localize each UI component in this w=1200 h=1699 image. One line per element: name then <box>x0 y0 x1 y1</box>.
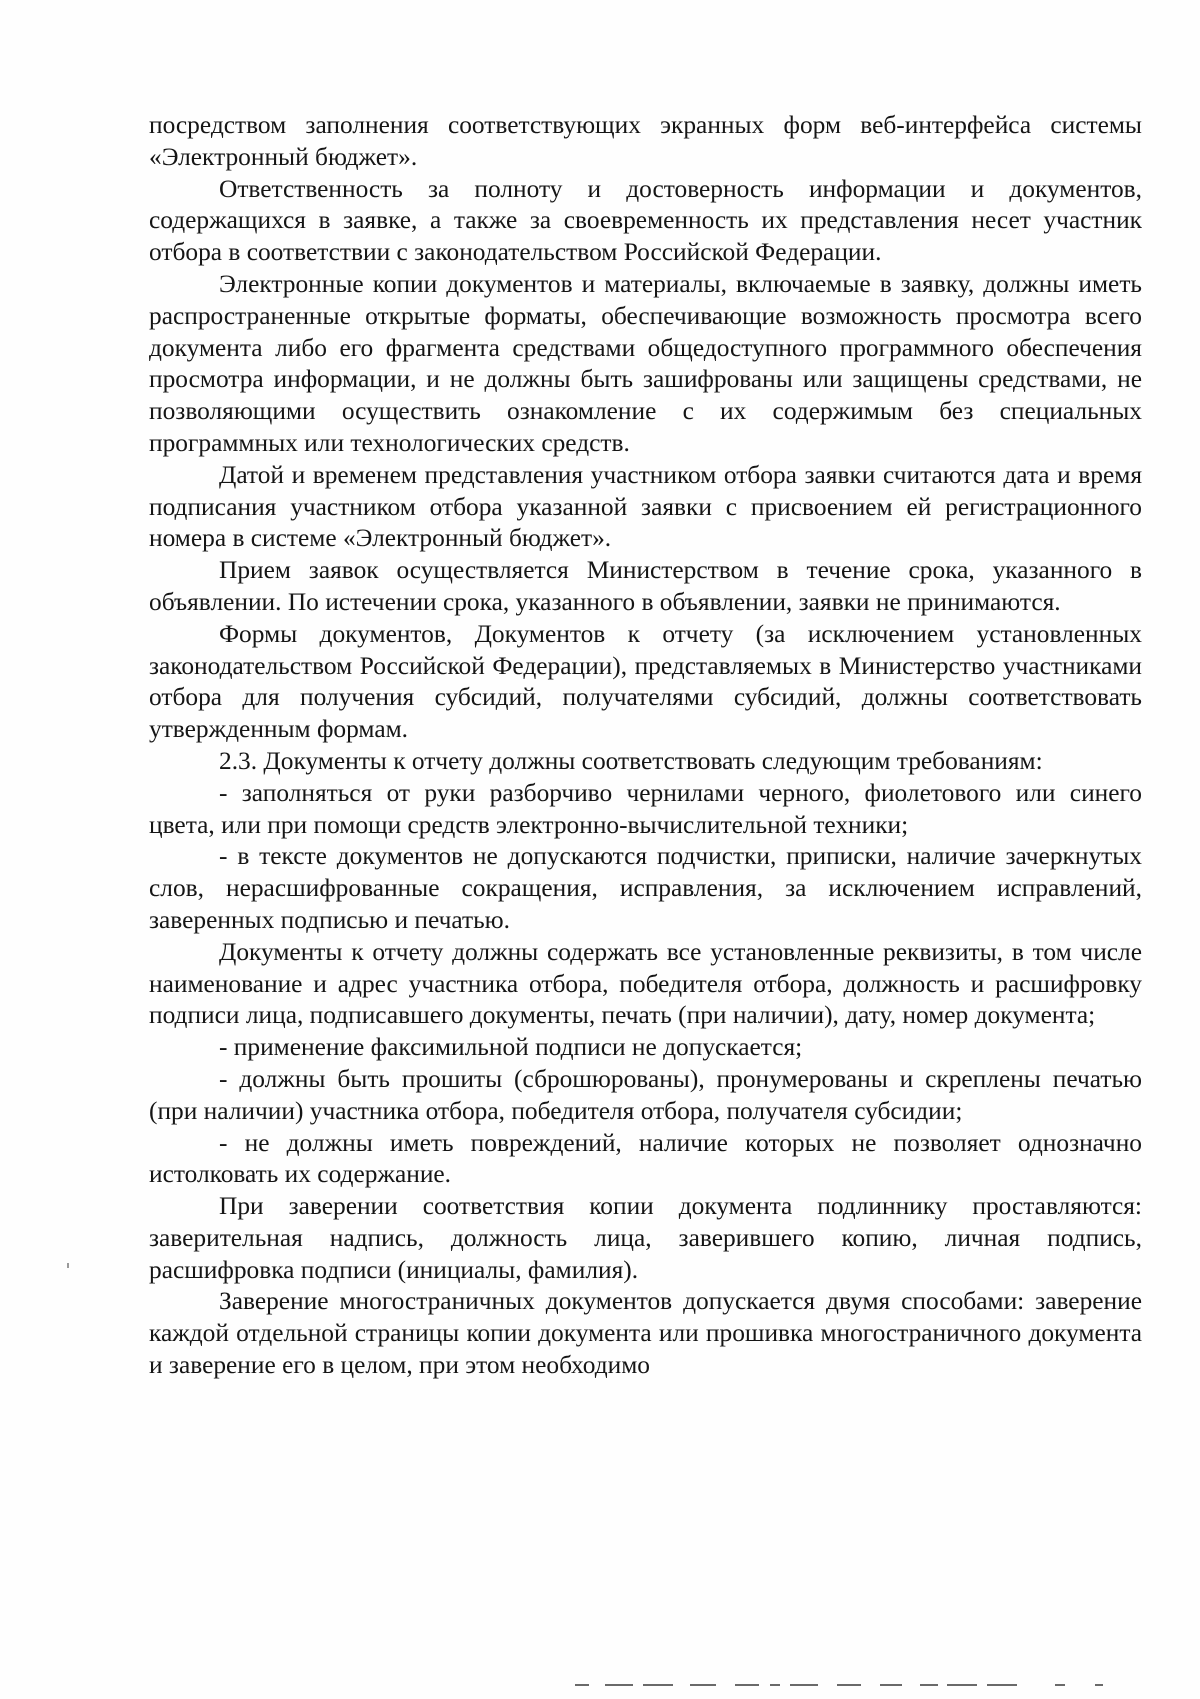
paragraph: Прием заявок осуществляется Министерством в течение срока, указанного в объявлении. По истечении срока, указанного в объявлении, заявки не принимаются. <box>149 556 1142 616</box>
document-body <box>149 110 1142 1382</box>
paragraph: Ответственность за полноту и достоверность информации и документов, содержащихся в заявке, а также за своевременность их представления несет участник отбора в соответствии с законодательством Российской Федерации. <box>149 174 1142 267</box>
scan-footer-marks <box>575 1684 1140 1688</box>
paragraph: При заверении соответствия копии документа подлиннику проставляются: заверительная надпись, должность лица, заверившего копию, личная подпись, расшифровка подписи (инициалы, фамилия). <box>149 1192 1142 1284</box>
list-item: - в тексте документов не допускаются подчистки, приписки, наличие зачеркнутых слов, нерасшифрованные сокращения, исправления, за исключением исправлений, заверенных подписью и печатью. <box>149 842 1142 934</box>
paragraph: посредством заполнения соответствующих экранных форм веб-интерфейса системы «Электронный бюджет». <box>149 111 1142 171</box>
list-item: - должны быть прошиты (сброшюрованы), пронумерованы и скреплены печатью (при наличии) участника отбора, победителя отбора, получателя субсидии; <box>149 1064 1142 1125</box>
paragraph: Электронные копии документов и материалы, включаемые в заявку, должны иметь распространенные открытые форматы, обеспечивающие возможность просмотра всего документа либо его фрагмента средствами общедоступного программного обеспечения просмотра информации, и не должны быть зашифрованы или защищены средствами, не позволяющими осуществить ознакомление с их содержимым без специальных программных или технологических средств. <box>149 269 1142 457</box>
paragraph: Датой и временем представления участником отбора заявки считаются дата и время подписания участником отбора указанной заявки с присвоением ей регистрационного номера в системе «Электронный бюджет». <box>149 460 1142 553</box>
paragraph: Документы к отчету должны содержать все установленные реквизиты, в том числе наименование и адрес участника отбора, победителя отбора, должность и расшифровку подписи лица, подписавшего документы, печать (при наличии), дату, номер документа; <box>149 937 1142 1030</box>
list-item: - не должны иметь повреждений, наличие которых не позволяет однозначно истолковать их содержание. <box>149 1128 1142 1189</box>
paragraph: Формы документов, Документов к отчету (за исключением установленных законодательством Российской Федерации), представляемых в Министерство участниками отбора для получения субсидий, получателями субсидий, должны соответствовать утвержденным формам. <box>149 619 1142 744</box>
paragraph-section-heading: 2.3. Документы к отчету должны соответствовать следующим требованиям: <box>219 746 1043 775</box>
paragraph: Заверение многостраничных документов допускается двумя способами: заверение каждой отдельной страницы копии документа или прошивка многостраничного документа и заверение его в целом, при этом необходимо <box>149 1287 1142 1380</box>
list-item: - применение факсимильной подписи не допускается; <box>219 1033 803 1062</box>
scan-speck <box>67 1263 69 1268</box>
list-item: - заполняться от руки разборчиво чернилами черного, фиолетового или синего цвета, или при помощи средств электронно-вычислительной техники; <box>149 778 1142 839</box>
